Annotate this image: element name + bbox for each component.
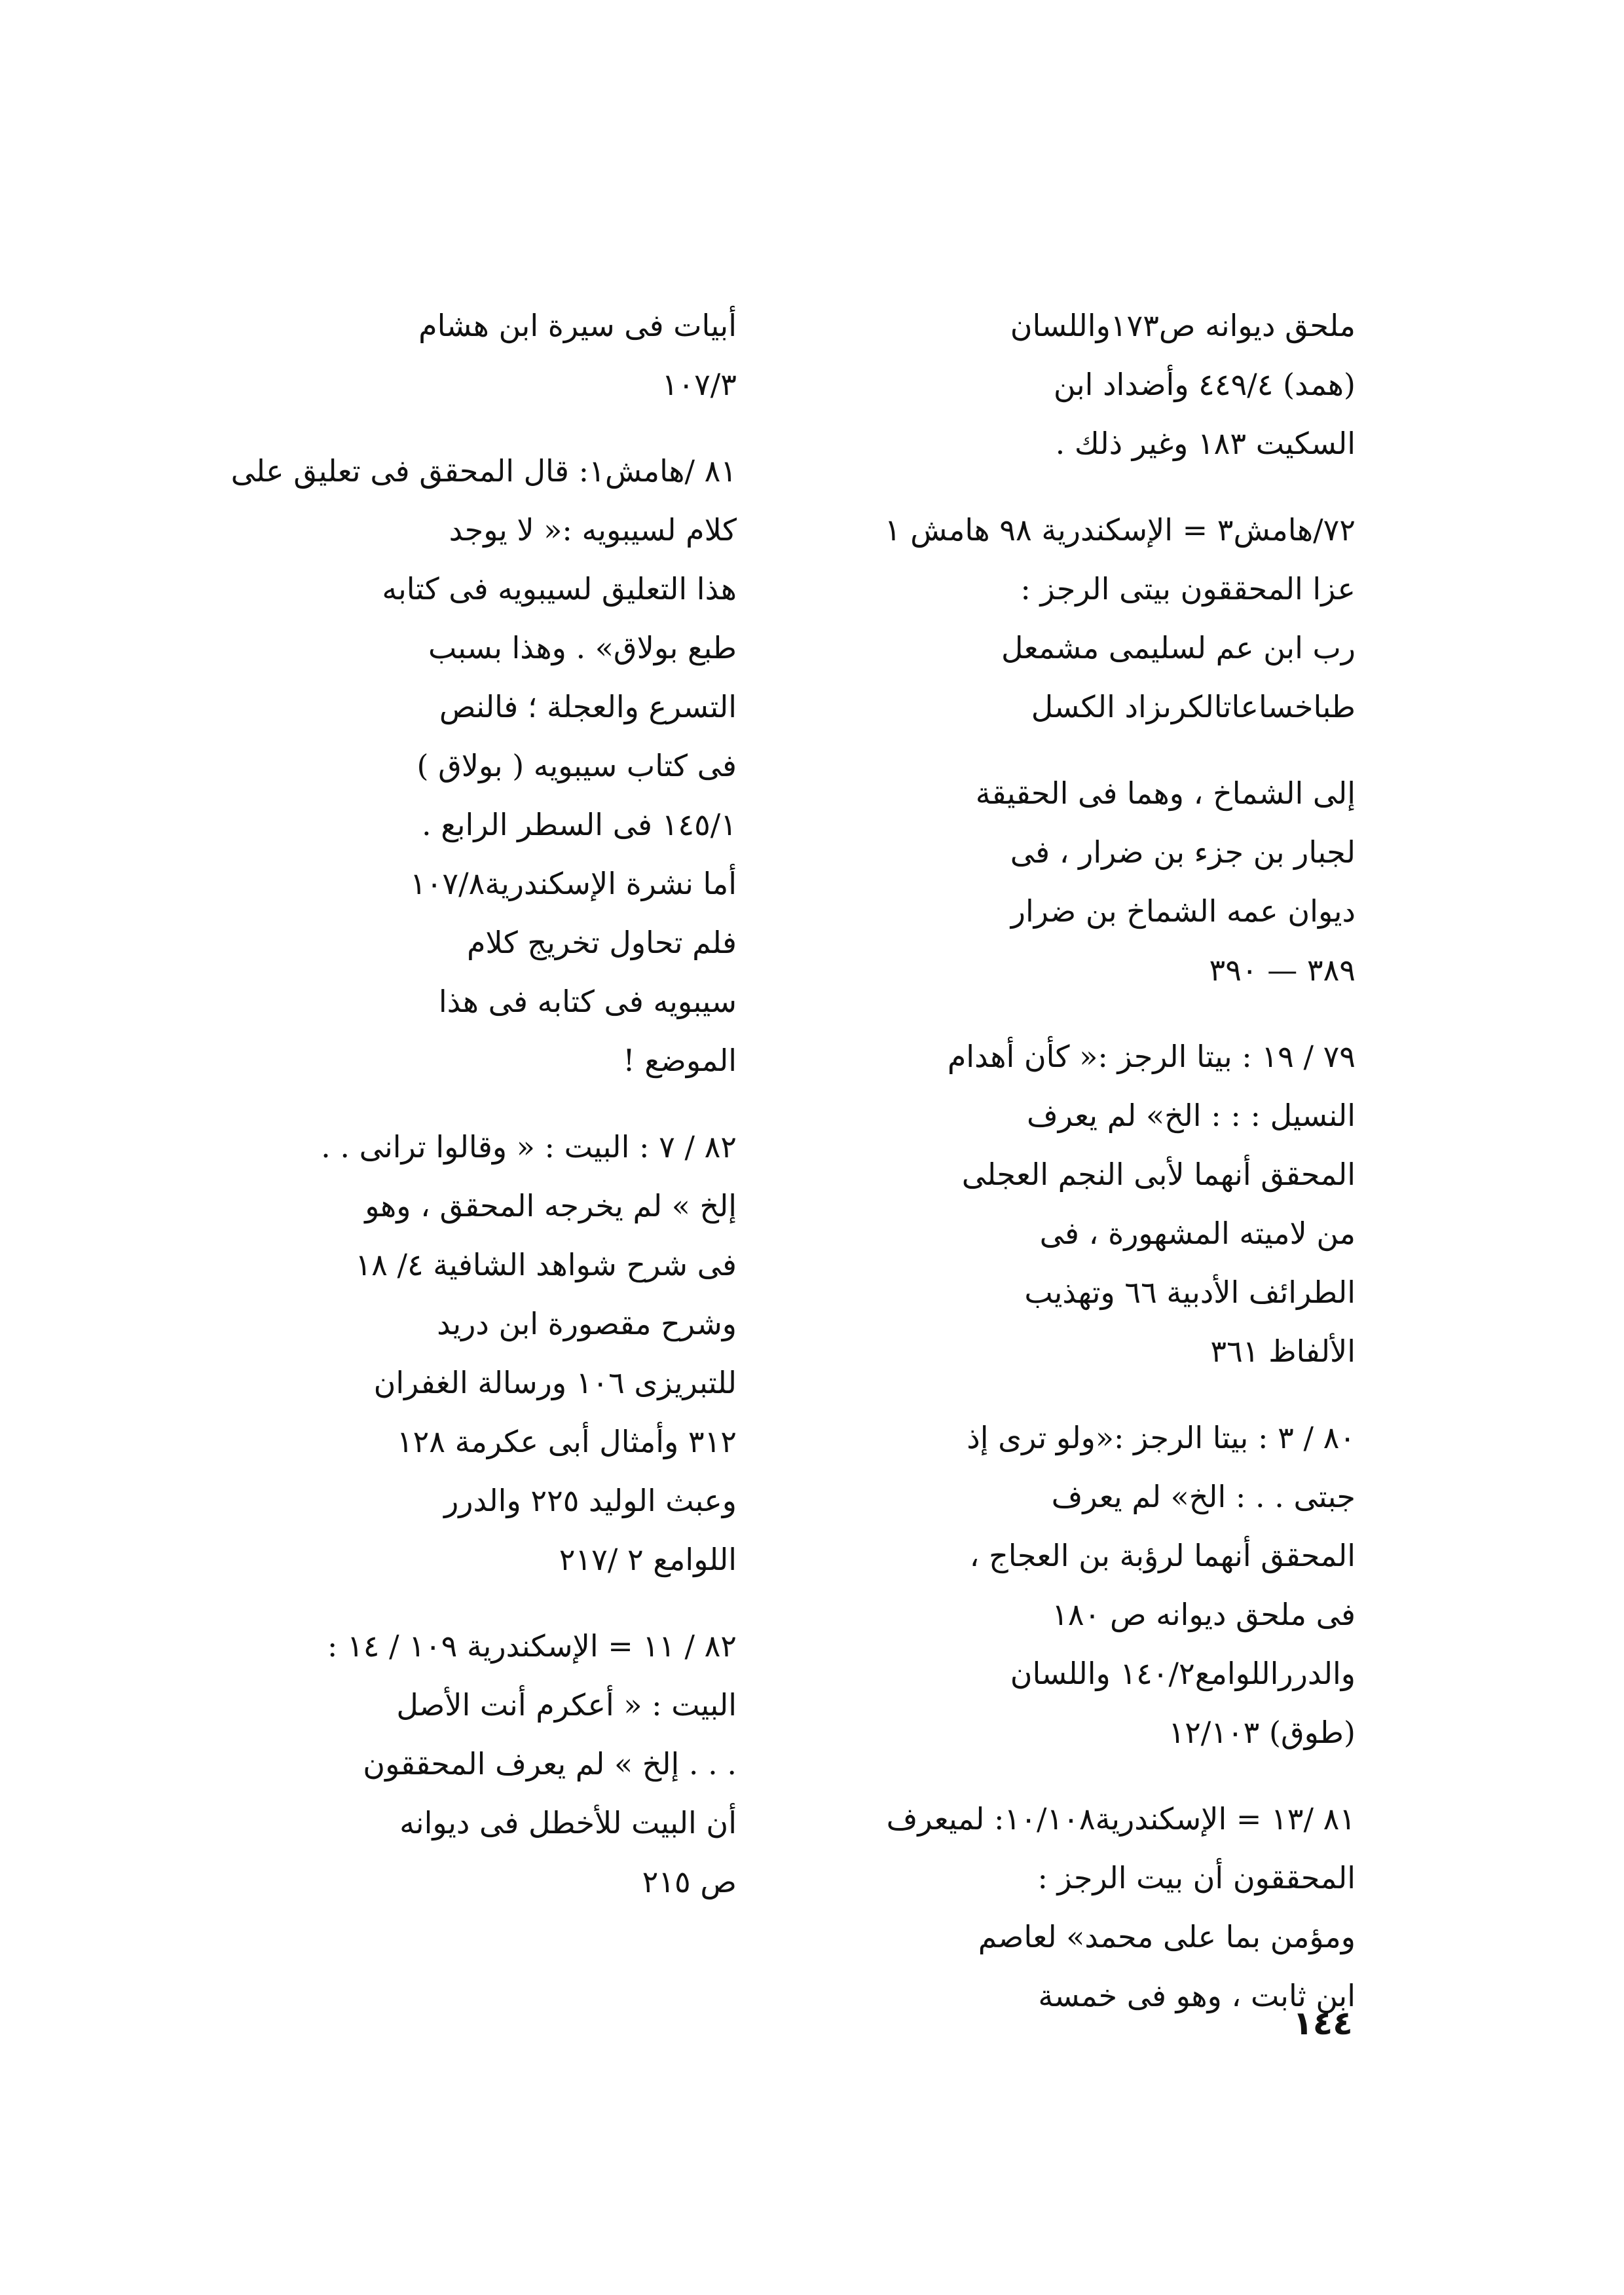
entry-reference-line: ٧٢/هامش٣ = الإسكندرية ٩٨ هامش ١: [884, 512, 1356, 548]
text-line: الطرائف الأدبية ٦٦ وتهذيب: [1024, 1275, 1356, 1310]
entry-79: [792, 1027, 1356, 1381]
text-line: الموضع !: [623, 1043, 737, 1078]
text-line: إلى الشماخ ، وهما فى الحقيقة: [975, 775, 1356, 811]
text-line: المحقق أنهما لأبى النجم العجلى: [961, 1157, 1356, 1192]
text-line: ١٤٥/١ فى السطر الرابع .: [422, 807, 737, 842]
entry-81-13: [792, 1789, 1356, 2025]
text-line: ص ٢١٥: [642, 1864, 737, 1899]
text-line: الألفاظ ٣٦١: [1210, 1334, 1356, 1369]
text-line: ٣١٢ وأمثال أبى عكرمة ١٢٨: [396, 1424, 737, 1459]
entry-reference-line: ٨١ /هامش١: قال المحقق فى تعليق على: [231, 453, 737, 489]
text-line: البيت : « أعكرم أنت الأصل: [396, 1687, 737, 1723]
verse-line: رب ابن عم لسليمى مشمعل: [1001, 630, 1356, 665]
text-line: وشرح مقصورة ابن دريد: [437, 1306, 737, 1341]
text-line: فى شرح شواهد الشافية ٤/ ١٨: [355, 1247, 737, 1282]
text-line: (همد) ٤٤٩/٤ وأضداد ابن: [1053, 367, 1356, 402]
text-line: أن البيت للأخطل فى ديوانه: [399, 1805, 737, 1840]
text-line: فى كتاب سيبويه ( بولاق ): [416, 748, 737, 783]
entry-reference-line: ٨١ /١٣ = الإسكندرية١٠/١٠٨: لميعرف: [886, 1801, 1356, 1837]
entry-82-7: [174, 1117, 737, 1589]
text-line: طبع بولاق» . وهذا بسبب: [428, 630, 737, 665]
text-line: والدرراللوامع١٤٠/٢ واللسان: [1010, 1656, 1356, 1691]
text-line: السكيت ١٨٣ وغير ذلك .: [1055, 426, 1356, 461]
text-line: سيبويه فى كتابه فى هذا: [438, 984, 737, 1019]
entry-reference-line: ٧٩ / ١٩ : بيتا الرجز :« كأن أهدام: [947, 1039, 1356, 1074]
text-line: اللوامع ٢ /٢١٧: [559, 1542, 737, 1577]
entry-reference-line: ٨٠ / ٣ : بيتا الرجز :«ولو ترى إذ: [967, 1420, 1356, 1455]
text-line: لجبار بن جزء بن ضرار ، فى: [1010, 834, 1356, 870]
text-line: ومؤمن بما على محمد» لعاصم: [978, 1919, 1356, 1954]
text-line: فلم تحاول تخريج كلام: [466, 925, 737, 960]
text-line: فى ملحق ديوانه ص ١٨٠: [1052, 1597, 1356, 1632]
entry-continuation: [174, 296, 737, 414]
text-line: ١٠٧/٣: [661, 367, 737, 402]
text-line: ٣٨٩ — ٣٩٠: [1209, 952, 1356, 988]
text-line: التسرع والعجلة ؛ فالنص: [439, 689, 737, 724]
entry-reference-line: ٨٢ / ١١ = الإسكندرية ١٠٩ / ١٤ :: [327, 1628, 737, 1664]
text-line: المحقق أنهما لرؤبة بن العجاج ،: [969, 1538, 1356, 1573]
right-column: [792, 296, 1356, 2053]
page-number: ١٤٤: [1293, 2004, 1353, 2042]
text-line: المحققون أن بيت الرجز :: [1037, 1860, 1356, 1895]
verse-line: طباخساعاتالكرىزاد الكسل: [1031, 689, 1356, 724]
text-line: من لاميته المشهورة ، فى: [1039, 1216, 1356, 1251]
text-line: . . . إلخ » لم يعرف المحققون: [363, 1746, 737, 1782]
text-line: للتبريزى ١٠٦ ورسالة الغفران: [373, 1365, 737, 1400]
text-line: أبيات فى سيرة ابن هشام: [418, 308, 737, 343]
entry-82-11: [174, 1616, 737, 1911]
text-line: هذا التعليق لسيبويه فى كتابه: [382, 571, 737, 606]
text-line: وعبث الوليد ٢٢٥ والدرر: [444, 1483, 737, 1518]
entry-80: [792, 1408, 1356, 1762]
text-line: كلام لسيبويه :« لا يوجد: [449, 512, 737, 548]
entry-reference-line: ٨٢ / ٧ : البيت : « وقالوا ترانى . .: [321, 1129, 737, 1165]
text-line: النسيل : : : الخ» لم يعرف: [1027, 1098, 1356, 1133]
text-line: (طوق) ١٢/١٠٣: [1168, 1715, 1356, 1750]
text-line: ابن ثابت ، وهو فى خمسة: [1038, 1978, 1356, 2013]
text-line: ملحق ديوانه ص١٧٣واللسان: [1010, 308, 1356, 343]
entry-continuation: [792, 296, 1356, 473]
text-line: ديوان عمه الشماخ بن ضرار: [1010, 893, 1356, 929]
text-line: جبتى . . : الخ» لم يعرف: [1051, 1479, 1356, 1514]
entry-81-footnote: [174, 441, 737, 1090]
entry-72-continued: [792, 764, 1356, 999]
text-line: عزا المحققون بيتى الرجز :: [1020, 571, 1356, 606]
text-line: إلخ » لم يخرجه المحقق ، وهو: [365, 1188, 737, 1223]
text-line: أما نشرة الإسكندرية١٠٧/٨: [410, 866, 737, 901]
left-column: [174, 296, 737, 1939]
entry-72: [792, 500, 1356, 736]
